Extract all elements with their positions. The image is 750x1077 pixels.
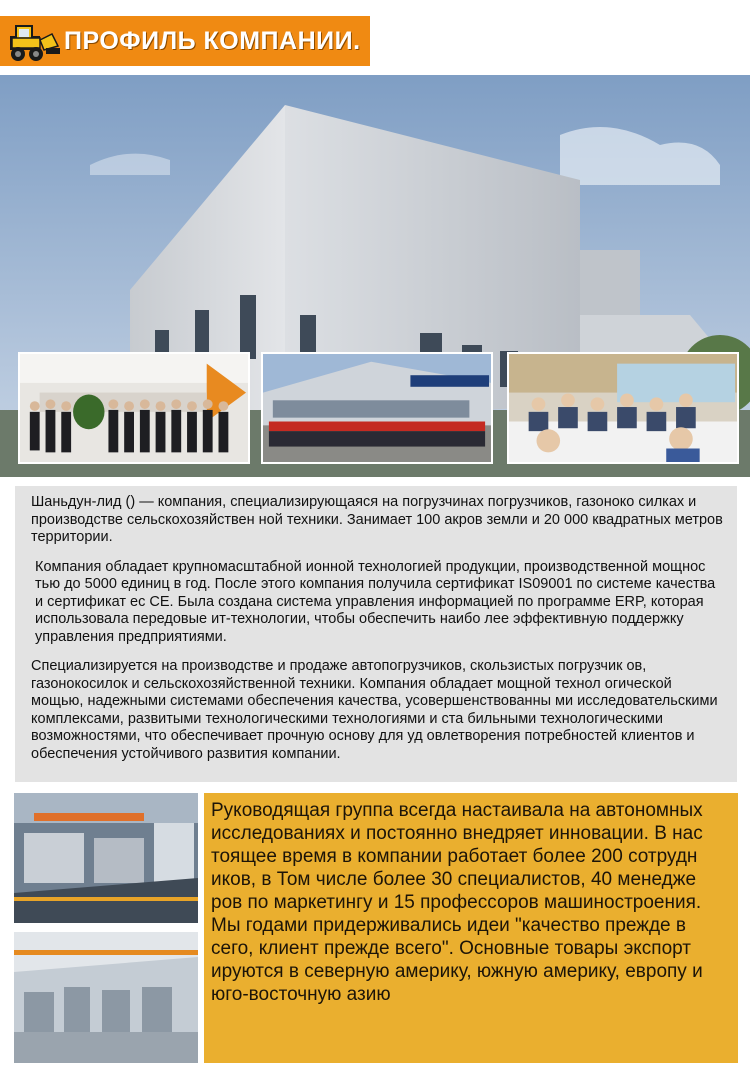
intro-paragraph: Специализируется на производстве и продаже автопогрузчиков, скользистых погрузчик ов, газонокосилок и сельскохозяйственной техники. Компания обладает мощной технол огической мощью, надежными системами обеспечения качества, усовершенствованны ми исследовательскими комплексами, развитыми технологическими технологиями и ста бильными технологическими возможностями, что обеспечивает прочную основу для уд овлетворения потребностей клиентов и обеспечения устойчивого развития компании. xyxy=(31,658,718,762)
conference-meeting-photo xyxy=(507,352,739,464)
intro-paragraph: Компания обладает крупномасштабной ионной технологией продукции, производственной мощнос тью до 5000 единиц в год. После этого компания получила сертификат IS09001 по системе качества и сертификат ес CE. Была создана система управления информацией по программе ERP, которая использовала передовые ит-технологии, чтобы обеспечить наибо лее эффективную поддержку управления предприятиями. xyxy=(35,558,716,645)
workshop-hall-photo xyxy=(14,932,198,1063)
production-line-photo xyxy=(14,793,198,923)
staff-outside-factory-photo xyxy=(261,352,493,464)
team-description xyxy=(204,793,738,1063)
company-description xyxy=(15,486,737,782)
team-paragraph: Руководящая группа всегда настаивала на автономных исследованиях и постоянно внедряет инновации. В нас тоящее время в компании работает более 200 сотрудн иков, в Том числе более 30 специалистов, 40 менедже ров по маркетингу и 15 профессоров машиностроения. Мы годами придерживались идеи "качество прежде в сего, клиент прежде всего". Основные товары экспорт ируются в северную америку, южную америку, европу и юго-восточную азию xyxy=(211,800,703,1005)
loader-vehicle-icon xyxy=(4,16,62,66)
section-header xyxy=(0,16,370,66)
team-lobby-photo xyxy=(18,352,250,464)
intro-paragraph: Шаньдун-лид () — компания, специализирующаяся на погрузчинах погрузчиков, газоноко силках и производстве сельскохозяйствен ной техники. Занимает 100 акров земли и 20 000 квадратных метров территории. xyxy=(31,494,723,545)
page-title: ПРОФИЛЬ КОМПАНИИ. xyxy=(64,26,361,55)
